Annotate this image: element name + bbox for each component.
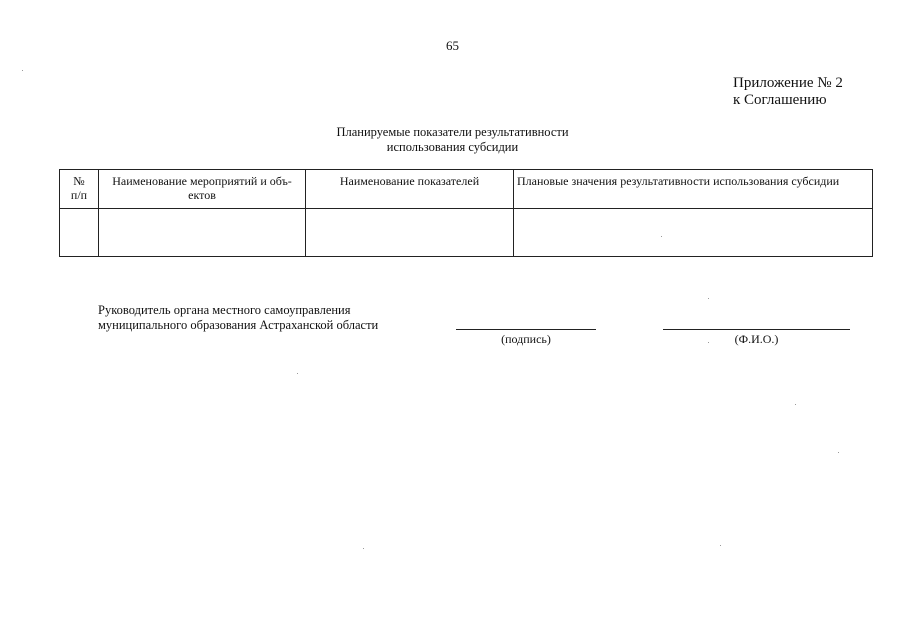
scan-speck xyxy=(22,70,23,71)
scan-speck xyxy=(795,404,796,405)
signatory-position xyxy=(98,303,378,333)
scan-speck xyxy=(661,236,662,237)
page-number: 65 xyxy=(446,38,459,53)
signature-caption: (подпись) xyxy=(501,332,551,346)
full-name-line[interactable] xyxy=(663,329,850,330)
scan-speck xyxy=(720,545,721,546)
scan-speck xyxy=(708,298,709,299)
header-number-line-1: № xyxy=(73,174,85,188)
scan-speck xyxy=(708,342,709,343)
appendix-label xyxy=(733,75,843,109)
header-planned-values: Плановые значения результативности использования субсидии xyxy=(514,170,873,209)
document-title xyxy=(250,125,655,155)
scan-speck xyxy=(297,373,298,374)
table-row xyxy=(60,209,873,257)
cell-indicators[interactable] xyxy=(306,209,514,257)
appendix-line-1: Приложение № 2 xyxy=(733,75,843,91)
scan-speck xyxy=(838,452,839,453)
signatory-line-1: Руководитель органа местного самоуправления xyxy=(98,303,351,317)
header-number xyxy=(60,170,99,209)
full-name-caption: (Ф.И.О.) xyxy=(734,332,779,346)
cell-events[interactable] xyxy=(99,209,306,257)
header-events: Наименование мероприятий и объ-ектов xyxy=(99,170,306,209)
header-indicators: Наименование показателей xyxy=(306,170,514,209)
header-number-line-2: п/п xyxy=(70,188,88,202)
cell-planned-values[interactable] xyxy=(514,209,873,257)
cell-number[interactable] xyxy=(60,209,99,257)
signature-line[interactable] xyxy=(456,329,596,330)
title-line-2: использования субсидии xyxy=(386,140,519,154)
signatory-line-2: муниципального образования Астраханской области xyxy=(98,318,379,332)
title-line-1: Планируемые показатели результативности xyxy=(336,125,569,139)
appendix-line-2: к Соглашению xyxy=(733,92,827,108)
indicators-table xyxy=(59,169,873,257)
table-header-row xyxy=(60,170,873,209)
scan-speck xyxy=(363,548,364,549)
